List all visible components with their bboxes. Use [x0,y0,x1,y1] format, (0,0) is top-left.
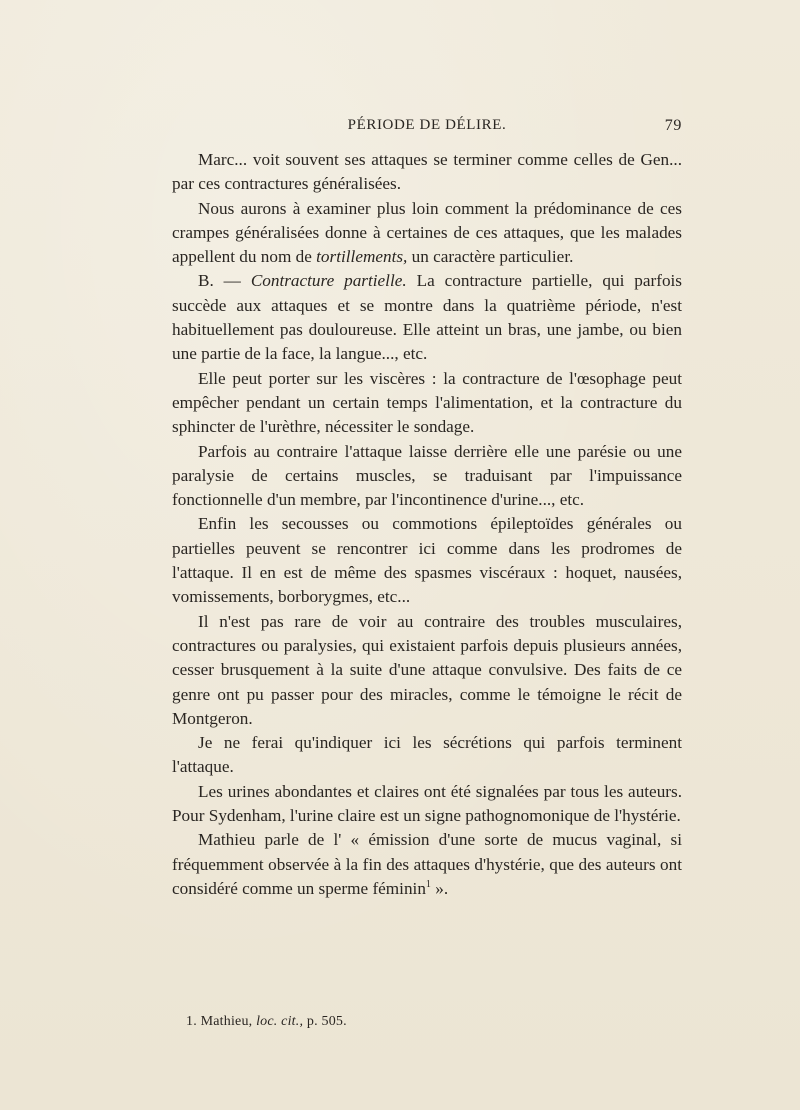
footnote-author: Mathieu, [200,1014,253,1029]
page-number: 79 [664,117,682,134]
paragraph: Mathieu parle de l' « émission d'une sorte de mucus vaginal, si fréquemment observée à la fin des attaques d'hystérie, que des auteurs ont considéré comme un sperme féminin$^1$ ». [172,830,682,898]
paragraph: Les urines abondantes et claires ont été signalées par tous les auteurs. Pour Sydenham, l'urine claire est un signe pathognomonique de l'hystérie. [172,781,682,826]
paragraph: Elle peut porter sur les viscères : la contracture de l'œsophage peut empêcher pendant un certain temps l'alimentation, et la contracture du sphincter de l'urèthre, nécessiter le sondage. [172,368,682,437]
footnote-page: p. 505. [306,1014,347,1029]
section-heading-italic: Contracture partielle. [250,271,407,291]
body-text [172,148,682,901]
page-header [172,115,682,139]
paragraph: Marc... voit souvent ses attaques se terminer comme celles de Gen... par ces contractures généralisées. [172,150,682,194]
paragraph: Nous aurons à examiner plus loin comment la prédominance de ces crampes généralisées donne à certaines de ces attaques, que les malades appellent du nom de tortillements, un caractère particulier. [172,198,682,267]
paragraph: B. — Contracture partielle. La contracture partielle, qui parfois succède aux attaques et se montre dans la quatrième période, n'est habituellement pas douloureuse. Elle atteint un bras, une jambe, ou bien une partie de la face, la langue..., etc. [172,271,682,364]
footnote-ref: loc. cit., [256,1014,304,1029]
paragraph: Il n'est pas rare de voir au contraire des troubles musculaires, contractures ou paralysies, qui existaient parfois depuis plusieurs années, cesser brusquement à la suite d'une attaque convulsive. Des faits de ce genre ont pu passer pour des miracles, comme le témoigne le récit de Montgeron. [172,611,682,728]
footnote-marker: 1 [425,878,431,890]
running-head: PÉRIODE DE DÉLIRE. [347,117,507,133]
paragraph: Je ne ferai qu'indiquer ici les sécrétions qui parfois terminent l'attaque. [172,733,682,777]
footnote-number: 1. [186,1014,197,1029]
paragraph: Parfois au contraire l'attaque laisse derrière elle une parésie ou une paralysie de certains muscles, se traduisant par l'impuissance fonctionnelle d'un membre, par l'incontinence d'urine..., etc. [172,441,682,510]
footnote [186,1014,347,1030]
paragraph: Enfin les secousses ou commotions épileptoïdes générales ou partielles peuvent se rencontrer ici comme dans les prodromes de l'attaque. Il en est de même des spasmes viscéraux : hoquet, nausées, vomissements, borborygmes, etc... [172,514,682,607]
italic-term: tortillements, [316,247,408,267]
